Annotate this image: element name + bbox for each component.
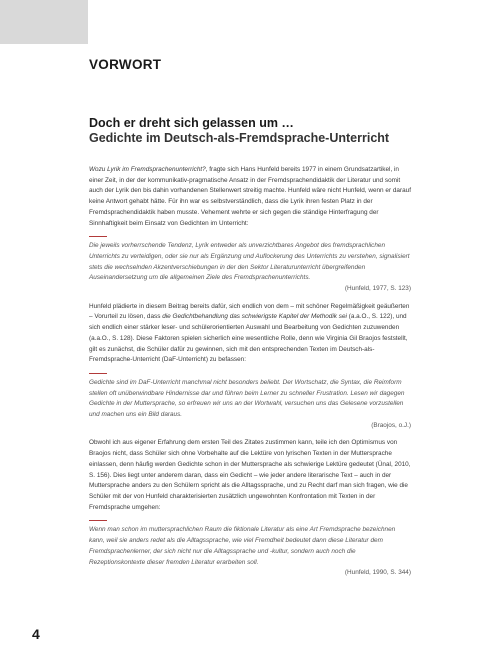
paragraph-2-part2: (a.a.O., S. 122), und sich endlich einer stärker leser- und schülerorientierten Auswahl und Bearbeitung von Gedichten zuzuwenden (a.a.O., S. 128). Diese Faktoren spielen sicherlich eine wesentliche Rolle, denn wie Virginia Gil Braojos feststellt, gilt es zunächst, die Schüler dafür zu gewinnen, sich mit den entsprechenden Texten im Deutsch-als-Fremdsprache-Unterricht (DaF-Unterricht) zu befassen:	[89, 313, 408, 364]
section-title: VORWORT	[89, 57, 162, 72]
subheadline: Gedichte im Deutsch-als-Fremdsprache-Unterricht	[89, 131, 390, 145]
block-quote-2	[89, 373, 411, 432]
quote-3-source: (Hunfeld, 1990, S. 344)	[344, 569, 411, 577]
block-quote-3	[89, 520, 411, 579]
block-quote-1	[89, 236, 411, 295]
paragraph-2	[89, 302, 411, 366]
quote-rule	[89, 236, 107, 237]
paragraph-3: Obwohl ich aus eigener Erfahrung dem ersten Teil des Zitates zustimmen kann, teile ich den Optimismus von Braojos nicht, dass Schüler sich ohne Vorbehalte auf die Lektüre von lyrischen Texten in der Muttersprache einlassen, denn häufig werden Gedichte schon in der Muttersprache als schwierige Lektüre gedeutet (Ünal, 2010, S. 156). Dies liegt unter anderem daran, dass ein Gedicht – wie jeder andere literarische Text – auch in der Muttersprache anders zu den Schülern spricht als die Alltagssprache, und zu Recht darf man sich fragen, wie die Schüler mit der von Hunfeld charakterisierten zusätzlich ungewohnten Konfrontation mit Texten in der Fremdsprache umgehen:	[89, 439, 411, 511]
quote-rule	[89, 373, 107, 374]
quote-3-text: Wenn man schon im muttersprachlichen Raum die fiktionale Literatur als eine Art Fremdsprache bezeichnen kann, weil sie anders redet als die Alltagssprache, wie viel Fremdheit bedeutet dann diese Literatur dem Fremdsprachenlerner, der sich nicht nur die Alltagssprache und -kultur, sondern auch noch die Rezeptionskontexte dieser fremden Literatur erarbeiten soll.	[89, 526, 396, 566]
corner-color-block	[0, 0, 88, 44]
quote-1-text: Die jeweils vorherrschende Tendenz, Lyrik entweder als unverzichtbares Angebot des fremdsprachlichen Unterrichts zu verteidigen, oder sie nur als Ergänzung und Auflockerung des Unterrichts zu verstehen, signalisiert stets die wechselnden Akzentverschiebungen in der den Sektor Literaturunterricht übergreifenden Auseinandersetzung um die allgemeinen Ziele des Fremdsprachenunterrichts.	[89, 242, 410, 282]
body-text	[89, 165, 411, 586]
paragraph-1-rest: , fragte sich Hans Hunfeld bereits 1977 in einem Grundsatzartikel, in einer Zeit, in der der kommunikativ-pragmatische Ansatz in der Fremdsprachendidaktik der Literatur und somit auch der Lyrik den bis dahin vorhandenen Stellenwert streitig machte. Hunfeld wäre nicht Hunfeld, wenn er darauf keine Antwort gehabt hätte. Für ihn war es selbstverständlich, dass die Lyrik ihren festen Platz in der Fremdsprachendidaktik haben musste. Vehement wehrte er sich gegen die ständige Hinterfragung der Sinnhaftigkeit beim Einsatz von Gedichten im Unterricht:	[89, 166, 411, 227]
paragraph-1-lead: Wozu Lyrik im Fremdsprachenunterricht?	[89, 166, 206, 173]
paragraph-2-italic: die Gedichtbehandlung das schwierigste Kapitel der Methodik sei	[162, 313, 347, 321]
paragraph-2-part1: Hunfeld plädierte in diesem Beitrag bereits dafür, sich endlich von dem – mit schöner Regelmäßigkeit geäußerten – Vorurteil zu lösen, dass	[89, 302, 410, 321]
page-number: 4	[32, 626, 40, 642]
quote-1-source: (Hunfeld, 1977, S. 123)	[344, 285, 411, 293]
quote-2-text: Gedichte sind im DaF-Unterricht manchmal nicht besonders beliebt. Der Wortschatz, die Syntax, die Reimform stellen oft unüberwindbare Hindernisse dar und führen beim Lerner zu schneller Frustration. Lesen wir dagegen Gedichte in der Muttersprache, so erfreuen wir uns an der Wortwahl, versuchen uns das Gelesene vorzustellen und machen uns ein Bild daraus.	[89, 378, 405, 419]
quote-2-source: (Braojos, o.J.)	[371, 421, 411, 429]
quote-rule	[89, 520, 107, 521]
headline: Doch er dreht sich gelassen um …	[89, 116, 294, 130]
paragraph-1	[89, 165, 411, 229]
